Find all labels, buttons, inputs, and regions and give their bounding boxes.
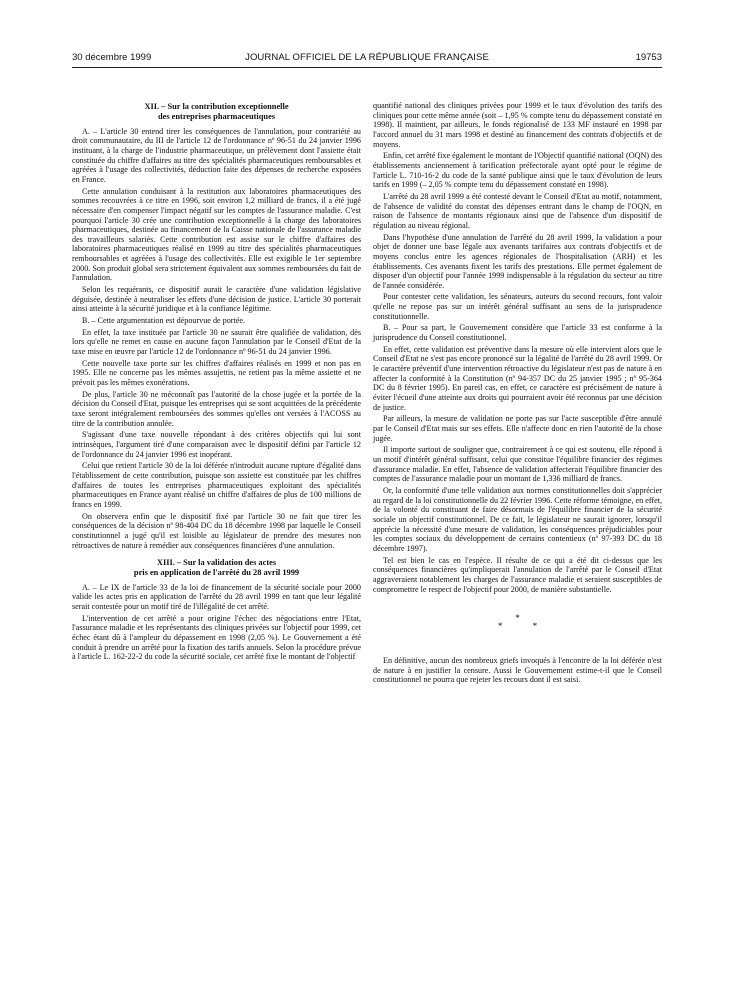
paragraph: Il importe surtout de souligner que, contrairement à ce qui est soutenu, elle répond à un motif d'intérêt général suffisant, celui que constitue l'équilibre financier des régimes d'assurance maladie. En effet, l'absence de validation affecterait l'équilibre financier des comptes de l'assurance maladie pour un montant de 1,336 milliard de francs. <box>373 445 662 484</box>
separator-top: * <box>515 613 520 624</box>
paragraph: A. – Le IX de l'article 33 de la loi de financement de la sécurité sociale pour 2000 valide les actes pris en application de l'arrêté du 28 avril 1999 en tant que leur légalité serait contestée pour un motif tiré de l'illégalité de cet arrêté. <box>72 582 361 612</box>
paragraph: Cette annulation conduisant à la restitution aux laboratoires pharmaceutiques des sommes recouvrées à ce titre en 1996, soit environ 1,2 milliard de francs, il a été jugé nécessaire d'en compenser l'impact négatif sur les comptes de l'assurance maladie. C'est pourquoi l'article 30 crée une contribution exceptionnelle à la charge des laboratoires pharmaceutiques, destinée au financement de la Caisse nationale de l'assurance maladie des travailleurs salariés. Cette contribution est assise sur le chiffre d'affaires des laboratoires pharmaceutiques réalisé en 1999 au titre des spécialités pharmaceutiques remboursables et agréées à l'usage des collectivités. Elle est exigible le 1er septembre 2000. Son produit global sera strictement équivalent aux sommes remboursées du fait de l'annulation. <box>72 186 361 283</box>
paragraph: On observera enfin que le dispositif fixé par l'article 30 ne fait que tirer les conséquences de la décision nº 98-404 DC du 18 décembre 1998 par laquelle le Conseil constitutionnel a jugé qu'il est loisible au législateur de prendre des mesures non rétroactives de nature à remédier aux conséquences financières d'une annulation. <box>72 511 361 550</box>
left-column <box>72 102 361 664</box>
paragraph: Selon les requérants, ce dispositif aurait le caractère d'une validation législative déguisée, destinée à neutraliser les effets d'une décision de justice. L'article 30 porterait ainsi atteinte à la sécurité juridique et à la confiance légitime. <box>72 285 361 314</box>
paragraph: En effet, la taxe instituée par l'article 30 ne saurait être qualifiée de validation, dès lors qu'elle ne remet en cause en aucune façon l'annulation par le Conseil d'Etat de la taxe mise en œuvre par l'article 12 de l'ordonnance nº 96-51 du 24 janvier 1996. <box>72 327 361 357</box>
header-date: 30 décembre 1999 <box>72 52 152 63</box>
paragraph: L'arrêté du 28 avril 1999 a été contesté devant le Conseil d'Etat au motif, notamment, de l'absence de validité du constat des dépenses entrant dans le champ de l'OQN, en raison de l'absence de montants régionaux ainsi que de l'absence d'un dispositif de régulation au niveau régional. <box>373 191 662 230</box>
section-xii-title-line2: des entreprises pharmaceutiques <box>157 111 276 121</box>
header-journal-title: JOURNAL OFFICIEL DE LA RÉPUBLIQUE FRANÇAISE <box>245 52 489 63</box>
separator-bottom: * * <box>497 621 552 632</box>
paragraph: Enfin, cet arrêté fixe également le montant de l'Objectif quantifié national (OQN) des établissements anciennement à tarification préfectorale ayant opté pour le régime de l'article L. 710-16-2 du code de la santé publique ainsi que le taux d'évolution de leurs tarifs en 1999 (– 2,05 % compte tenu du dépassement constaté en 1998). <box>373 151 662 190</box>
paragraph: De plus, l'article 30 ne méconnaît pas l'autorité de la chose jugée et la portée de la décision du Conseil d'Etat, puisque les entreprises qui se sont acquittées de la précédente taxe seront intégralement remboursées des sommes qu'elles ont versées à l'ACOSS au titre de la contribution annulée. <box>72 389 361 428</box>
right-column <box>373 101 662 687</box>
paragraph: Celui que retient l'article 30 de la loi déférée n'introduit aucune rupture d'égalité dans l'établissement de cette contribution, puisque son assiette est constituée par les chiffres d'affaires de toutes les entreprises pharmaceutiques exploitant des spécialités pharmaceutiques en France ayant réalisé un chiffre d'affaires de plus de 100 millions de francs en 1999. <box>72 461 361 509</box>
paragraph: Cette nouvelle taxe porte sur les chiffres d'affaires réalisés en 1999 et non pas en 1995. Elle ne concerne pas les mêmes assujettis, ne retient pas la même assiette et ne prévoit pas les mêmes exonérations. <box>72 358 361 387</box>
asterisk-separator <box>373 614 662 630</box>
paragraph: Tel est bien le cas en l'espèce. Il résulte de ce qui a été dit ci-dessus que les conséquences financières qu'impliquerait l'annulation de l'arrêté par le Conseil d'Etat aggraveraient notablement les charges de l'assurance maladie et seraient susceptibles de compromettre le respect de l'objectif pour 2000, de manière substantielle. <box>373 555 662 594</box>
paragraph: S'agissant d'une taxe nouvelle répondant à des critères objectifs qui lui sont intrinsèques, l'argument tiré d'une comparaison avec le dispositif défini par l'article 12 de l'ordonnance du 24 janvier 1996 est inopérant. <box>72 430 361 459</box>
paragraph: A. – L'article 30 entend tirer les conséquences de l'annulation, pour contrariété au droit communautaire, du III de l'article 12 de l'ordonnance nº 96-51 du 24 janvier 1996 instituant, à la charge de l'industrie pharmaceutique, un prélèvement dont l'assiette était constituée du chiffre d'affaires au titre des spécialités pharmaceutiques remboursables et agréées à l'usage des collectivités, déduction faite des dépenses de recherche exposées en France. <box>72 126 361 184</box>
section-xiii-title-line1: XIII. – Sur la validation des actes <box>156 558 277 568</box>
paragraph: En effet, cette validation est préventive dans la mesure où elle intervient alors que le Conseil d'Etat ne s'est pas encore prononcé sur la légalité de l'arrêté du 28 avril 1999. Or le caractère préventif d'une intervention rétroactive du législateur n'est pas de nature à en affecter la conformité à la Constitution (nº 94-357 DC du 25 janvier 1995 ; nº 95-364 DC du 8 février 1995). En pareil cas, en effet, ce caractère est précisément de nature à éviter l'écueil d'une atteinte aux droits qui pourraient avoir été reconnus par une décision de justice. <box>373 344 662 412</box>
paragraph: B. – Cette argumentation est dépourvue de portée. <box>82 316 245 326</box>
paragraph: Dans l'hypothèse d'une annulation de l'arrêté du 28 avril 1999, la validation a pour objet de donner une base légale aux avenants tarifaires aux contrats d'objectifs et de moyens conclus entre les agences régionales de l'hospitalisation (ARH) et les établissements. Ces avenants fixent les tarifs des prestations. Elle permet également de disposer d'un objectif pour l'année 1999 indispensable à la régulation du secteur au titre de l'année considérée. <box>373 232 662 290</box>
header-page-number: 19753 <box>635 52 662 63</box>
section-xii-title-line1: XII. – Sur la contribution exceptionnelle <box>144 102 289 111</box>
paragraph: Pour contester cette validation, les sénateurs, auteurs du second recours, font valoir qu'elle ne repose pas sur un intérêt général suffisant au sens de la jurisprudence constitutionnelle. <box>373 292 662 321</box>
page-header <box>72 52 662 66</box>
section-xiii-title-line2: pris en application de l'arrêté du 28 avril 1999 <box>133 567 300 577</box>
paragraph: B. – Pour sa part, le Gouvernement considère que l'article 33 est conforme à la jurisprudence du Conseil constitutionnel. <box>373 323 662 343</box>
paragraph: L'intervention de cet arrêté a pour origine l'échec des négociations entre l'Etat, l'assurance maladie et les représentants des cliniques privées sur l'objectif pour 1999, cet échec étant dû à l'ampleur du dépassement en 1998 (2,05 %). Le Gouvernement a été conduit à prendre un arrêté pour la fixation des tarifs annuels. Selon la procédure prévue à l'article L. 162-22-2 du code la sécurité sociale, cet arrêté fixe le montant de l'objectif <box>72 613 361 662</box>
section-xii-title <box>72 102 361 122</box>
closing-paragraph: En définitive, aucun des nombreux griefs invoqués à l'encontre de la loi déférée n'est de nature à en justifier la censure. Aussi le Gouvernement estime-t-il que le Conseil constitutionnel ne pourra que rejeter les recours dont il est saisi. <box>373 656 662 685</box>
paragraph: Or, la conformité d'une telle validation aux normes constitutionnelles doit s'apprécier au regard de la loi constitutionnelle du 22 février 1996. Cette réforme témoigne, en effet, de la volonté du constituant de faire désormais de l'équilibre financier de la sécurité sociale un objectif constitutionnel. De ce fait, le législateur ne saurait ignorer, lorsqu'il apprécie la nécessité d'une mesure de validation, les conséquences préjudiciables pour les comptes sociaux du développement de certains contentieux (nº 97-393 DC du 18 décembre 1997). <box>373 485 662 553</box>
paragraph: quantifié national des cliniques privées pour 1999 et le taux d'évolution des tarifs des cliniques pour cette même année (soit – 1,95 % compte tenu du dépassement constaté en 1998). Il maintient, par ailleurs, le fonds régionalisé de 133 MF instauré en 1998 par l'accord annuel du 31 mars 1998 et destiné au financement des contrats d'objectifs et de moyens. <box>373 101 662 149</box>
section-xiii-title <box>72 558 361 578</box>
paragraph: Par ailleurs, la mesure de validation ne porte pas sur l'acte susceptible d'être annulé par le Conseil d'Etat mais sur ses effets. Elle n'affecte donc en rien l'autorité de la chose jugée. <box>373 414 662 443</box>
header-rule <box>72 67 662 68</box>
